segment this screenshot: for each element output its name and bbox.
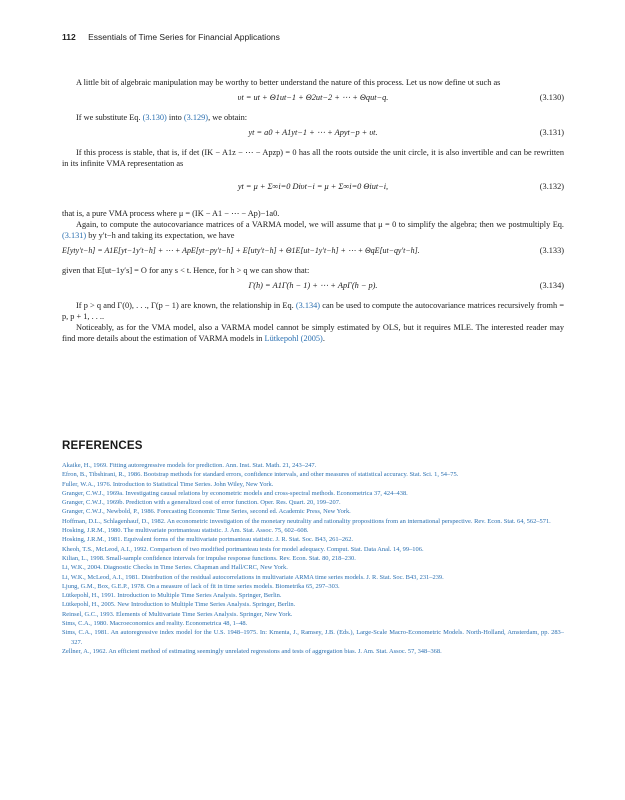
equation-3-132 xyxy=(62,173,564,203)
reference-entry[interactable]: Hosking, J.R.M., 1981. Equivalent forms of the multivariate portmanteau statistic. J. R. Stat. Soc. B43, 261–262. xyxy=(62,536,354,544)
equation-3-130 xyxy=(62,92,564,107)
reference-entry[interactable]: Kilian, L., 1998. Small-sample confidence intervals for impulse response functions. Rev. Econ. Stat. 80, 218–230. xyxy=(62,554,356,562)
paragraph: that is, a pure VMA process where μ = (IK − A1 − ⋯ − Ap)−1a0. xyxy=(62,209,280,218)
paragraph xyxy=(62,219,564,241)
reference-entry[interactable]: Granger, C.W.J., Newbold, P., 1986. Forecasting Economic Time Series, second ed. Academic Press, New York. xyxy=(62,508,351,516)
reference-entry[interactable]: Hoffman, D.L., Schlagenhauf, D., 1982. An econometric investigation of the monetary neutrality and rationality propositions from an international perspective. Rev. Econ. Stat. 64, 562–571. xyxy=(62,517,551,525)
reference-entry[interactable]: Li, W.K., McLeod, A.I., 1981. Distribution of the residual autocorrelations in multivariate ARMA time series models. J. R. Stat. Soc. B43, 231–239. xyxy=(62,573,444,581)
reference-entry[interactable]: Granger, C.W.J., 1969a. Investigating causal relations by econometric models and cross-spectral methods. Econometrica 37, 424–438. xyxy=(62,489,408,497)
text-run: Again, to compute the autocovariance matrices of a VARMA model, we will assume that μ = 0 to simplify the algebra; then we postmultiply Eq. xyxy=(76,220,564,229)
equation-link[interactable]: (3.134) xyxy=(295,301,321,310)
running-title: Essentials of Time Series for Financial Applications xyxy=(88,32,280,42)
text-run: can be used to compute the autocovariance matrices recursively fromh = p, p + 1, . . .. xyxy=(62,301,564,321)
paragraph: A little bit of algebraic manipulation may be worthy to better understand the nature of this process. Let us now define υt such as xyxy=(76,78,501,87)
paragraph xyxy=(62,300,564,322)
paragraph: given that E[ut−1y′s] = O for any s < t. Hence, for h > q we can show that: xyxy=(62,266,310,275)
equation-number: (3.133) xyxy=(539,246,564,255)
text-run: . xyxy=(322,334,325,343)
page-number: 112 xyxy=(62,32,76,42)
equation-expression: yt = μ + Σ∞i=0 Diυt−i = μ + Σ∞i=0 Θiut−i, xyxy=(237,182,389,191)
text-run: into xyxy=(166,113,184,122)
equation-expression: Γ(h) = A1Γ(h − 1) + ⋯ + ApΓ(h − p). xyxy=(248,281,378,290)
equation-number: (3.131) xyxy=(539,128,564,137)
running-header xyxy=(62,32,562,48)
reference-entry[interactable]: Lütkepohl, H., 2005. New Introduction to Multiple Time Series Analysis. Springer, Berlin. xyxy=(62,601,296,609)
reference-entry[interactable]: Akaike, H., 1969. Fitting autoregressive models for prediction. Ann. Inst. Stat. Math. 21, 243–247. xyxy=(62,462,317,469)
reference-entry[interactable]: Granger, C.W.J., 1969b. Prediction with a generalized cost of error function. Oper. Res. Quart. 20, 199–207. xyxy=(62,499,341,507)
equation-3-133 xyxy=(62,245,564,260)
equation-number: (3.130) xyxy=(539,93,564,102)
reference-entry[interactable]: Ljung, G.M., Box, G.E.P., 1978. On a measure of lack of fit in time series models. Biometrika 65, 297–303. xyxy=(62,582,340,590)
reference-list xyxy=(62,461,564,656)
reference-entry[interactable]: Reinsel, G.C., 1993. Elements of Multivariate Time Series Analysis. Springer, New York. xyxy=(62,610,293,618)
equation-link[interactable]: (3.130) xyxy=(142,113,167,122)
reference-entry[interactable]: Kheoh, T.S., McLeod, A.I., 1992. Comparison of two modified portmanteau tests for model adequacy. Comput. Stat. Data Anal. 14, 99–106. xyxy=(62,545,424,553)
paragraph xyxy=(62,322,564,344)
equation-3-131 xyxy=(62,127,564,142)
text-run: by y′t−h and taking its expectation, we have xyxy=(86,231,235,240)
main-text xyxy=(62,77,564,344)
reference-entry[interactable]: Sims, C.A., 1980. Macroeconomics and reality. Econometrica 48, 1–48. xyxy=(62,620,248,628)
citation-link[interactable]: Lütkepohl (2005) xyxy=(264,334,323,343)
equation-link[interactable]: (3.129) xyxy=(183,113,209,122)
text-run: , we obtain: xyxy=(208,113,248,122)
reference-entry[interactable]: Fuller, W.A., 1976. Introduction to Statistical Time Series. John Wiley, New York. xyxy=(62,480,274,488)
equation-3-134 xyxy=(62,280,564,295)
equation-expression: yt = a0 + A1yt−1 + ⋯ + Apyt−p + υt. xyxy=(248,128,378,137)
reference-entry[interactable]: Efron, B., Tibshirani, R., 1986. Bootstrap methods for standard errors, confidence intervals, and other measures of statistical accuracy. Stat. Sci. 1, 54–75. xyxy=(62,471,459,479)
reference-entry[interactable]: Lütkepohl, H., 1991. Introduction to Multiple Time Series Analysis. Springer, Berlin. xyxy=(62,592,282,600)
equation-number: (3.132) xyxy=(539,182,564,191)
equation-number: (3.134) xyxy=(539,281,564,290)
equation-link[interactable]: (3.131) xyxy=(62,231,87,240)
text-run: Noticeably, as for the VMA model, also a VARMA model cannot be simply estimated by OLS, but it requires MLE. The interested reader may find more details about the estimation of VARMA models in xyxy=(62,323,564,343)
text-run: If we substitute Eq. xyxy=(76,113,143,122)
equation-expression: E[yty′t−h] = A1E[yt−1y′t−h] + ⋯ + ApE[yt−py′t−h] + E[uty′t−h] + Θ1E[ut−1y′t−h] + ⋯ + ΘqE[ut−qy′t−h]. xyxy=(62,246,420,255)
paragraph: If this process is stable, that is, if det (IK − A1z − ⋯ − Apzp) = 0 has all the roots outside the unit circle, it is also invertible and can be rewritten in its infinite VMA representation as xyxy=(62,148,564,168)
reference-entry[interactable]: Li, W.K., 2004. Diagnostic Checks in Time Series. Chapman and Hall/CRC, New York. xyxy=(62,564,288,572)
reference-entry[interactable]: Hosking, J.R.M., 1980. The multivariate portmanteau statistic. J. Am. Stat. Assoc. 75, 602–608. xyxy=(62,527,309,535)
text-run: If p > q and Γ(0), . . ., Γ(p − 1) are known, the relationship in Eq. xyxy=(76,301,296,310)
paragraph xyxy=(62,112,564,123)
reference-entry[interactable]: Zellner, A., 1962. An efficient method of estimating seemingly unrelated regressions and tests of aggregation bias. J. Am. Stat. Assoc. 57, 348–368. xyxy=(62,647,442,655)
reference-entry[interactable]: Sims, C.A., 1981. An autoregressive index model for the U.S. 1948–1975. In: Kmenta, J., Ramsey, J.B. (Eds.), Large-Scale Macro-Econometric Models. North-Holland, Amsterdam, pp. 283–327. xyxy=(62,629,564,646)
equation-expression: υt = ut + Θ1ut−1 + Θ2ut−2 + ⋯ + Θqut−q. xyxy=(237,93,389,102)
references-heading: REFERENCES xyxy=(62,440,143,452)
